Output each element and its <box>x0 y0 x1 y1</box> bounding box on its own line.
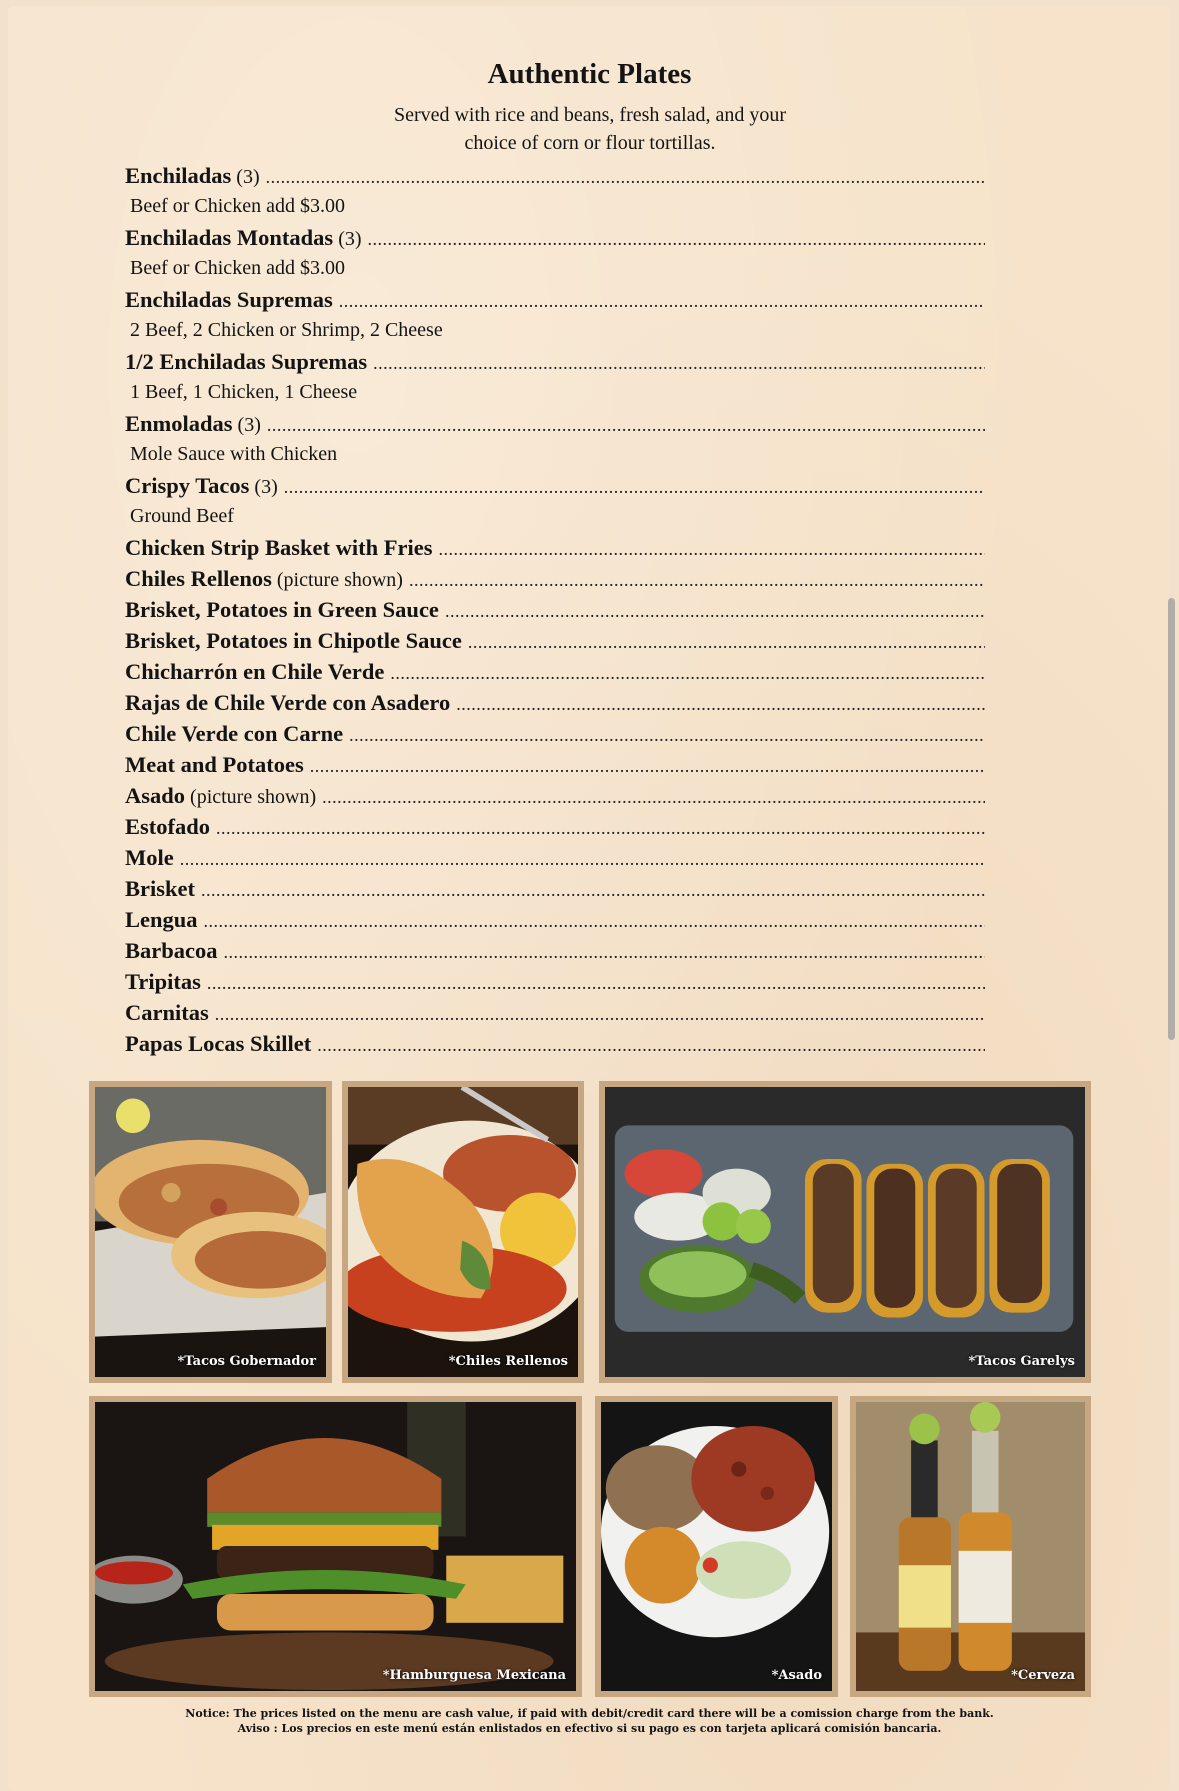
menu-item-name: Enchiladas Supremas <box>125 287 333 312</box>
menu-item-list <box>125 160 985 1059</box>
menu-item-name: Enchiladas <box>125 163 232 188</box>
dot-leader <box>368 224 985 255</box>
menu-item <box>125 935 985 966</box>
menu-item-name: Meat and Potatoes <box>125 752 304 777</box>
dot-leader <box>215 999 985 1030</box>
dot-leader <box>201 875 985 906</box>
dot-leader <box>284 472 985 503</box>
tacos-garelys-image <box>605 1087 1085 1377</box>
menu-item <box>125 160 985 191</box>
dot-leader <box>373 348 985 379</box>
asado-image <box>601 1402 832 1691</box>
dot-leader <box>204 906 985 937</box>
menu-item-name: Brisket, Potatoes in Green Sauce <box>125 597 439 622</box>
photo-hamburguesa-mexicana <box>89 1396 582 1697</box>
dot-leader <box>439 534 985 565</box>
caption-chiles-rellenos: *Chiles Rellenos <box>448 1354 568 1369</box>
menu-item-name: Tripitas <box>125 969 201 994</box>
menu-item <box>125 563 985 594</box>
notice <box>0 1706 1179 1736</box>
menu-item-name: Mole <box>125 845 174 870</box>
section-title: Authentic Plates <box>487 58 692 90</box>
dot-leader <box>390 658 985 689</box>
caption-hamburguesa-mexicana: *Hamburguesa Mexicana <box>382 1668 566 1683</box>
dot-leader <box>409 565 985 596</box>
menu-item-name: Rajas de Chile Verde con Asadero <box>125 690 451 715</box>
menu-item-name: Chile Verde con Carne <box>125 721 344 746</box>
menu-item <box>125 966 985 997</box>
menu-item-name: Enchiladas Montadas <box>125 225 334 250</box>
menu-item-name: Chicharrón en Chile Verde <box>125 659 385 684</box>
dot-leader <box>468 627 985 658</box>
menu-item-description: Beef or Chicken add $3.00 <box>130 195 345 217</box>
dot-leader <box>310 751 985 782</box>
menu-item-note: (3) <box>254 476 278 498</box>
dot-leader <box>267 410 985 441</box>
menu-item-name: Brisket <box>125 876 195 901</box>
menu-item-name: Crispy Tacos <box>125 473 250 498</box>
menu-item <box>125 532 985 563</box>
dot-leader <box>339 286 985 317</box>
photo-cerveza <box>850 1396 1091 1697</box>
menu-item <box>125 904 985 935</box>
menu-item <box>125 222 985 253</box>
menu-item <box>125 718 985 749</box>
menu-item-name: Brisket, Potatoes in Chipotle Sauce <box>125 628 462 653</box>
menu-item-name: Chicken Strip Basket with Fries <box>125 535 433 560</box>
photo-tacos-gobernador <box>89 1081 332 1383</box>
caption-asado: *Asado <box>771 1668 822 1683</box>
dot-leader <box>456 689 985 720</box>
menu-item <box>125 780 985 811</box>
menu-item-name: Papas Locas Skillet <box>125 1031 312 1056</box>
menu-item <box>125 687 985 718</box>
menu-item-name: Asado <box>125 783 186 808</box>
menu-item-name: Carnitas <box>125 1000 209 1025</box>
menu-item-name: 1/2 Enchiladas Supremas <box>125 349 368 374</box>
menu-item <box>125 408 985 439</box>
photo-chiles-rellenos <box>342 1081 584 1383</box>
menu-item-description: 1 Beef, 1 Chicken, 1 Cheese <box>130 381 358 403</box>
chiles-rellenos-image <box>348 1087 578 1377</box>
menu-item-note: (3) <box>237 414 261 436</box>
menu-item-note: (3) <box>338 228 362 250</box>
caption-tacos-gobernador: *Tacos Gobernador <box>177 1354 316 1369</box>
tacos-gobernador-image <box>95 1087 326 1377</box>
menu-item <box>125 470 985 501</box>
menu-item <box>125 811 985 842</box>
notice-spanish: Aviso : Los precios en este menú están enlistados en efectivo si su pago es con tarjeta aplicará comisión bancaria. <box>237 1722 942 1735</box>
caption-tacos-garelys: *Tacos Garelys <box>968 1354 1075 1369</box>
photo-tacos-garelys <box>599 1081 1091 1383</box>
menu-item-description: Ground Beef <box>130 505 234 527</box>
menu-item <box>125 749 985 780</box>
photo-asado <box>595 1396 838 1697</box>
dot-leader <box>322 782 985 813</box>
menu-item-name: Barbacoa <box>125 938 218 963</box>
dot-leader <box>180 844 985 875</box>
menu-item-description: Mole Sauce with Chicken <box>130 443 338 465</box>
subtitle-line-1: Served with rice and beans, fresh salad, and your <box>393 104 787 126</box>
dot-leader <box>445 596 985 627</box>
menu-item <box>125 1028 985 1059</box>
hamburguesa-image <box>95 1402 576 1691</box>
menu-item <box>125 284 985 315</box>
menu-item-note: (picture shown) <box>190 786 317 808</box>
dot-leader <box>224 937 986 968</box>
menu-item-description: Beef or Chicken add $3.00 <box>130 257 345 279</box>
menu-item-note: (3) <box>236 166 260 188</box>
menu-item <box>125 842 985 873</box>
menu-item <box>125 625 985 656</box>
menu-item-name: Chiles Rellenos <box>125 566 272 591</box>
dot-leader <box>216 813 985 844</box>
menu-item-note: (picture shown) <box>276 569 403 591</box>
menu-item-name: Estofado <box>125 814 211 839</box>
dot-leader <box>266 162 985 193</box>
menu-item-name: Lengua <box>125 907 198 932</box>
dot-leader <box>207 968 985 999</box>
dot-leader <box>349 720 985 751</box>
menu-item-name: Enmoladas <box>125 411 233 436</box>
subtitle-line-2: choice of corn or flour tortillas. <box>464 132 716 154</box>
section-subtitle <box>340 101 840 157</box>
menu-item <box>125 346 985 377</box>
menu-item <box>125 594 985 625</box>
caption-cerveza: *Cerveza <box>1011 1668 1075 1683</box>
dot-leader <box>317 1030 985 1061</box>
scrollbar[interactable] <box>1168 598 1175 1040</box>
menu-item <box>125 997 985 1028</box>
menu-item <box>125 656 985 687</box>
cerveza-image <box>856 1402 1085 1691</box>
menu-item <box>125 873 985 904</box>
menu-item-description: 2 Beef, 2 Chicken or Shrimp, 2 Cheese <box>130 319 443 341</box>
notice-english: Notice: The prices listed on the menu are cash value, if paid with debit/credit card there will be a comission charge from the bank. <box>185 1707 994 1720</box>
